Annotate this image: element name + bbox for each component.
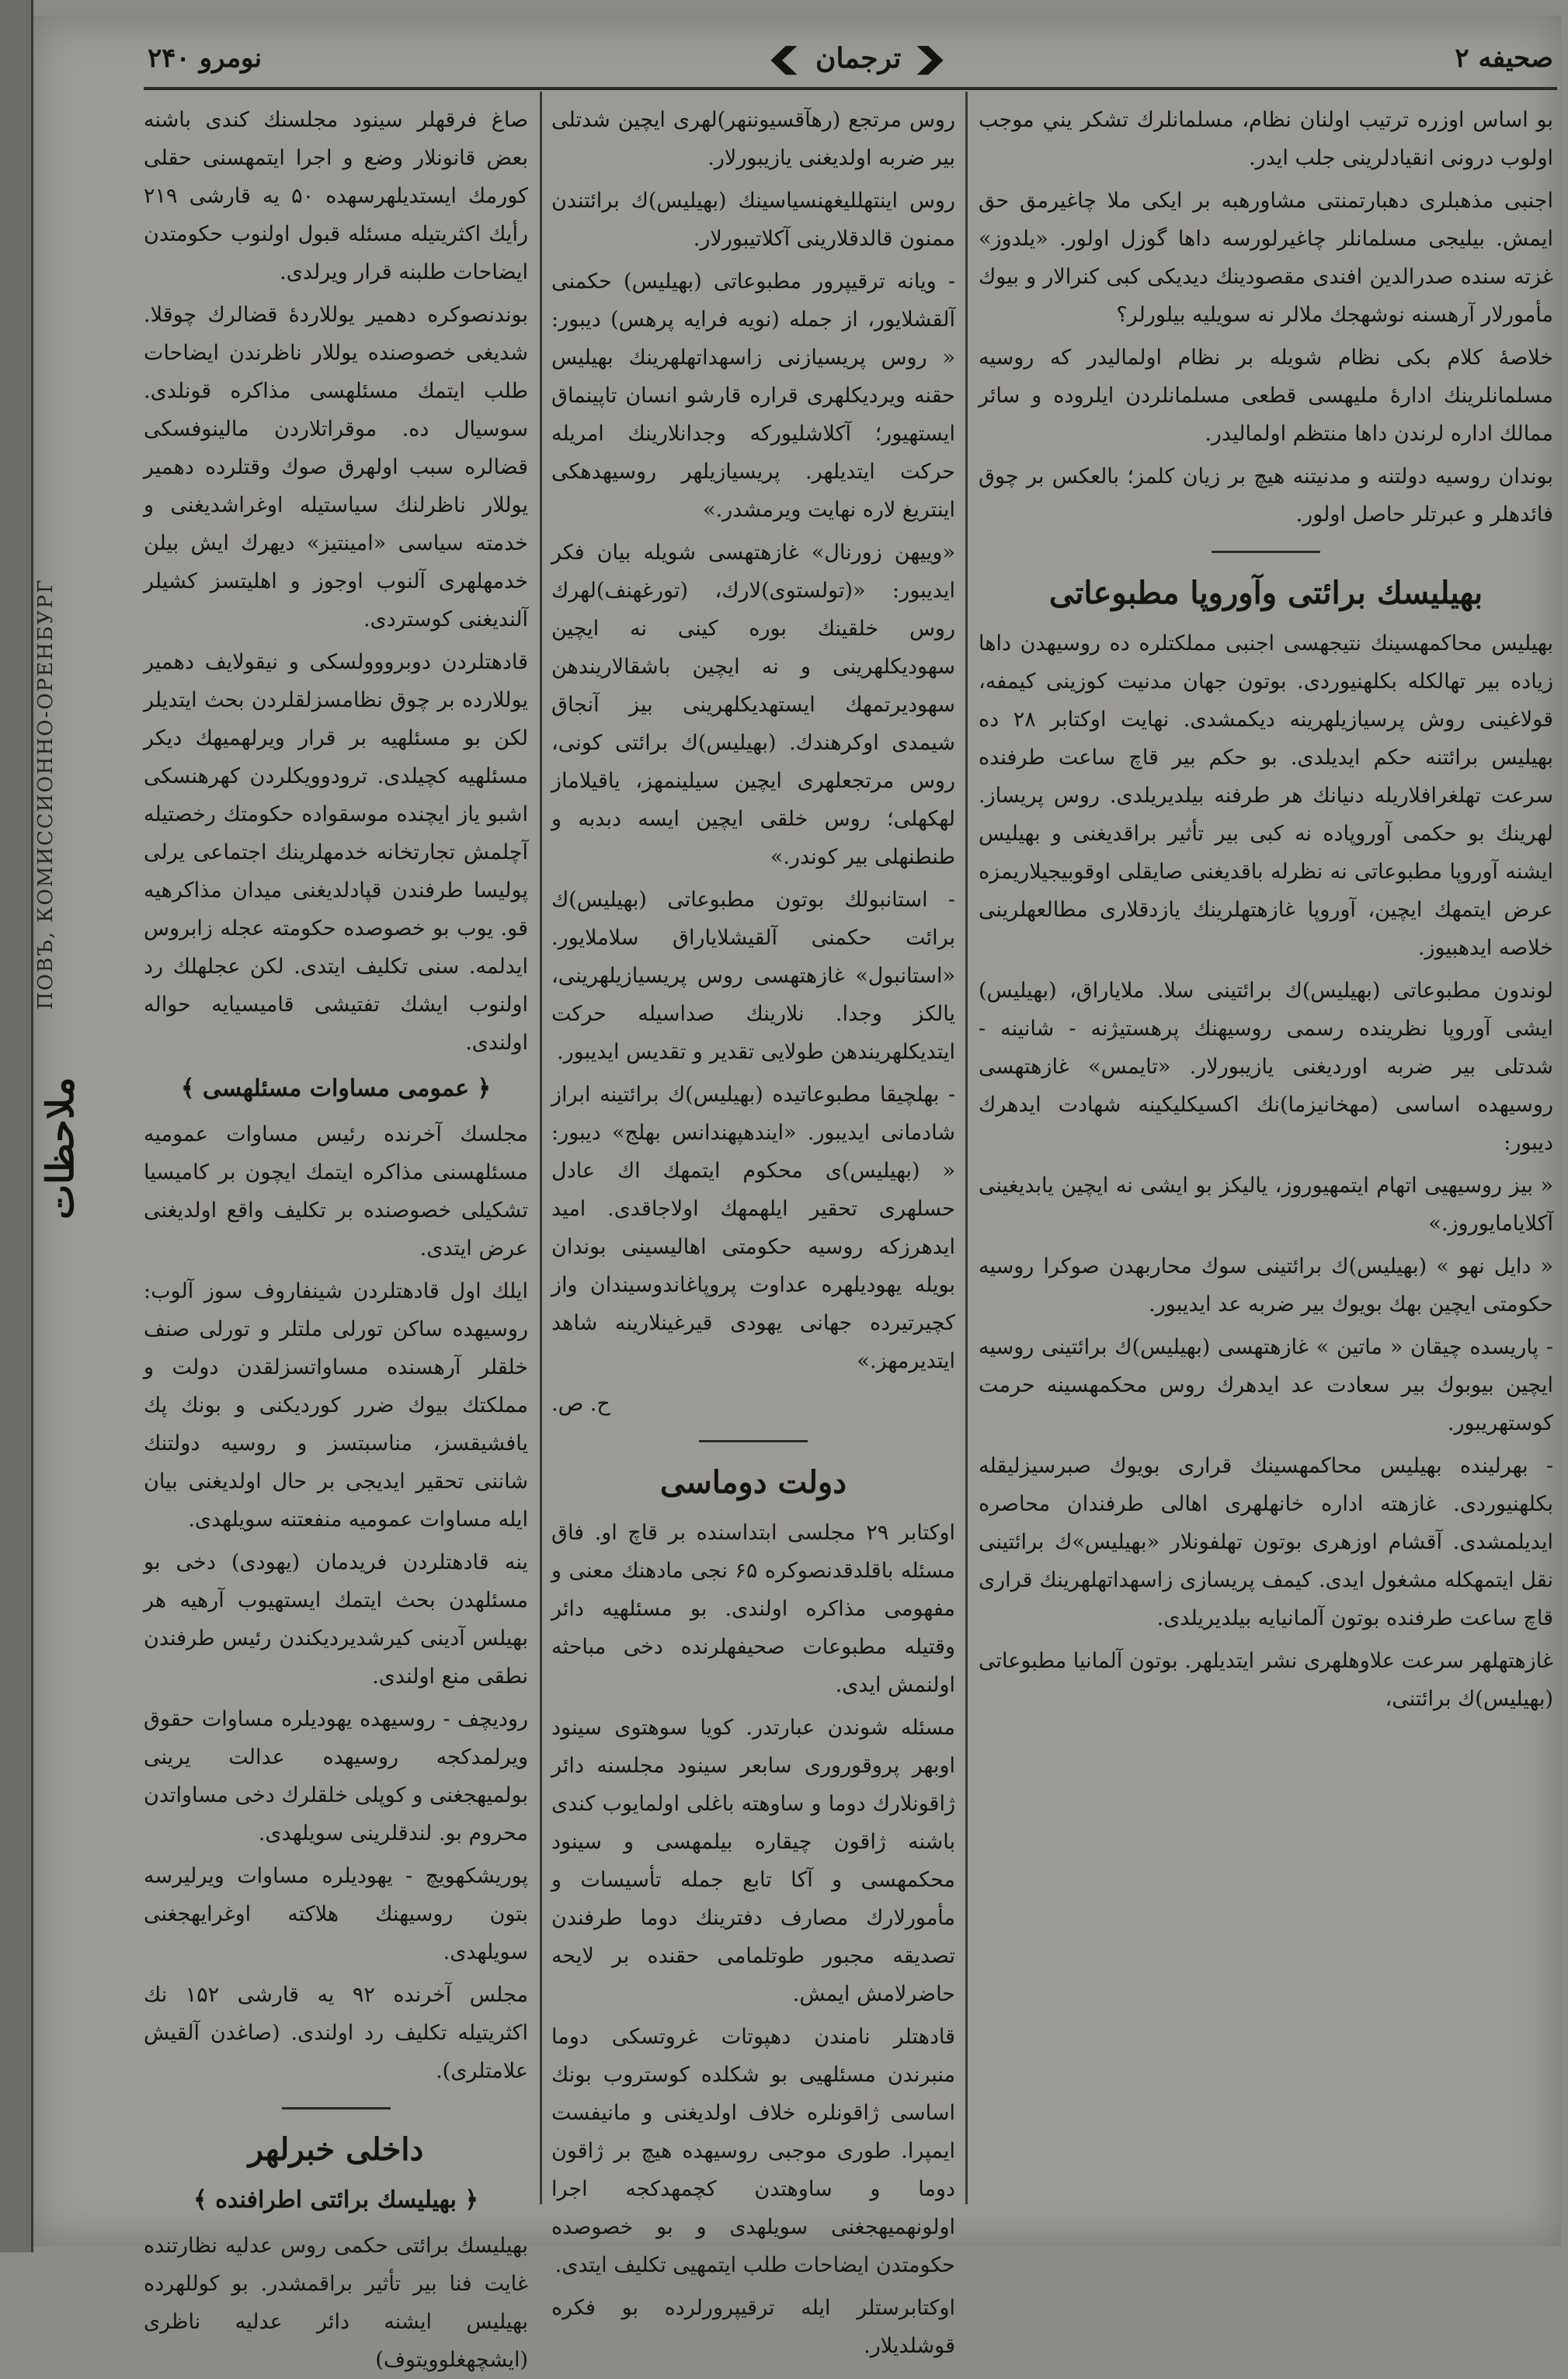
paragraph: « بیز روسیهیی اتهام ایتمهیوروز، یالیکز بو ایشی نه ایچین یابدیغینی آکلایامایوروز.» xyxy=(979,1174,1553,1236)
paragraph: - استانبولك بوتون مطبوعاتی (بهیلیس)ك برائت حکمنی آلقیشلایاراق سلاملایور. «استانبول» غازهتهسی روس پریسیازیلهرینی، یالکز وجدا. نلارینك صداسیله حرکت ایتدیکلهریندهن طولایی تقدیر و تقدیس ایدیبور. xyxy=(551,888,955,1064)
column-separator-left xyxy=(540,92,542,2204)
paragraph: بهیلیسك برائتی حکمی روس عدلیه نظارتنده غایت فنا بیر تأثیر براقمشدر. بو کوللهرده بهیلیس ایشنه دائر عدلیه ناظری (ایشچهغلوویتوف) xyxy=(144,2234,528,2372)
paragraph: لوندون مطبوعاتی (بهیلیس)ك برائتینی سلا. ملایاراق، (بهیلیس) ایشی آوروپا نظرینده رسمی روسیهنك پرهستیژنه - شانینه - شدتلی بیر ضربه اوردیغنی یازیبورلار. «تایمس» غازهتهسی روسیهده اساسی (مهخانیزما)نك اکسیکلیکینه شهادت ایدهرك دیبور: xyxy=(979,979,1553,1155)
issue-label: نومرو ۲۴۰ xyxy=(148,43,262,74)
signature: ح. ص. xyxy=(551,1392,610,1416)
book-binding xyxy=(0,0,33,2252)
paragraph: - پاریسده چیقان « ماتین » غازهتهسی (بهیلیس)ك برائتینی روسیه ایچین بیوبوك بیر سعادت عد ایدهرك روس محکمهسینه حرمت کوستهریبور. xyxy=(979,1335,1554,1435)
paragraph: بوندان روسیه دولتنه و مدنیتنه هیچ بر زیان کلمز؛ بالعکس بر چوق فائدهلر و عبرتلر حاصل اولور. xyxy=(979,464,1553,527)
paragraph: ینه قادهتلردن فریدمان (یهودی) دخی بو مسئلهدن بحث ایتمك ایستهیوب آرهیه هر بهیلس آدینی کیرشدیردیکندن رئیس طرفندن نطقی منع اولندی. xyxy=(144,1550,528,1689)
paragraph: بوندنصوکره دهمیر یوللاردهٔ قضالرك چوقلا. شدیغی خصوصنده یوللار ناظرندن ایضاحات طلب ایتمك مسئلهسی مذاکره قونلدی. سوسیال ده. موقراتلاردن مالینوفسکی قضالره سبب اولهرق صوك وقتلرده دهمیر یوللار ناظرلنك سیاستیله اوغراشدیغنی و خدمته سیاسی «امینتیز» دیهرك ایش بیلن خدمهلهری آلنوب اوجوز و اهلیتسز کشیلر آلندیغنی کوستردی. xyxy=(144,303,528,631)
subsection-title-text: عمومی مساوات مسئلهسی xyxy=(202,1075,470,1102)
subsection-title xyxy=(144,1070,528,1108)
section-divider xyxy=(1212,551,1320,553)
right-column xyxy=(979,101,1553,2198)
paragraph: پوریشکهویچ - یهودیلره مساوات ویرلیرسه بتون روسیهنك هلاکته اوغرایهجغنی سویلهدی. xyxy=(144,1864,528,1964)
news-title: داخلی خبرلهر xyxy=(248,2131,424,2168)
paper-name-text: ترجمان xyxy=(815,42,902,75)
paragraph: - بهلچیقا مطبوعاتیده (بهیلیس)ك برائتینه ابراز شادمانی ایدیبور. «ایندهپهندانس بهلج» دیبور: « (بهیلیس)ی محکوم ایتمهك اك عادل حسلهری تحقیر ایلهمهك اولاجاقدی. امید ایدهرزکه روسیه حکومتی اهالیسینی بوندان بویله یهودیلهره عداوت پروپاغاندوسیندان واز کچیرتیرده جهانی یهودی قیرغینلارینه شاهد ایتدیرمهز.» xyxy=(551,1083,955,1373)
middle-column xyxy=(551,101,956,2358)
page-label: صحیفه ۲ xyxy=(1455,43,1553,74)
left-column xyxy=(144,101,529,2372)
paragraph: قادهتلر نامندن دهپوتات غروتسکی دوما منبرندن مسئلهیی بو شکلده کوستروب بونك اساسی ژاقونلره خلاف اولدیغنی و مانیفست ایمپرا. طوری موجبی روسیهده هیچ بر ژاقون دوما و ساوهتدن کچمهدکجه اجرا اولونهمیهجغنی سویلهدی و بو خصوصده حکومتدن ایضاحات طلب ایتمهیی تکلیف ایتدی. xyxy=(551,2025,955,2277)
section-title: دولت دوماسی xyxy=(659,1464,847,1501)
header-rule xyxy=(144,87,1557,90)
paragraph: « دایل نهو » (بهیلیس)ك برائتینی سوك محاربهدن صوکرا روسیه حکومتی ایچین بهك بویوك بیر ضربه عد ایدیبور. xyxy=(979,1254,1553,1316)
paragraph: صاغ فرقهلر سینود مجلسنك کندی باشنه بعض قانونلار وضع و اجرا ایتمهسنی حقلی کورمك ایستدیلهرسهده ۵۰ یه قارشی ۲۱۹ رأیك اکثریتیله مسئله قبول اولنوب حکومتدن ایضاحات طلبنه قرار ویرلدی. xyxy=(144,108,528,284)
paragraph: مجلس آخرنده ۹۲ یه قارشی ۱۵۲ نك اکثریتیله تکلیف رد اولندی. (صاغدن آلقیش علامتلری). xyxy=(144,1983,529,2083)
column-separator-right xyxy=(965,92,968,2204)
section-divider xyxy=(699,1440,808,1442)
paragraph: رودیچف - روسیهده یهودیلره مساوات حقوق ویرلمدکجه روسیهده عدالت یرینی بولمیهجغنی و کوپلی خلقلرك دخی مساواتدن محروم بو. لندقلرینی سویلهدی. xyxy=(144,1707,528,1845)
paragraph: خلاصهٔ کلام بکی نظام شویله بر نظام اولمالیدر که روسیه مسلمانلرینك ادارهٔ ملیهسی قطعی مسلمانلردن ایلروده و سائر ممالك اداره لرندن داها منتظم اولمالیدر. xyxy=(979,346,1553,446)
spine-stamp: ملاحظات xyxy=(39,1076,82,1219)
paragraph: مسئله شوندن عبارتدر. کویا سوهتوی سینود اوبهر پروقوروری سابعر سینود مجلسنه دائر ژاقونلارك دوما و ساوهته باغلی اولمایوب کندی باشنه ژاقون چیقاره بیلمهسی و سینود محکمهسی و آکا تابع جمله تأسیسات و مأمورلارك مصارف دفترینك دوما طرفندن تصدیقه مجبور طوتلمامی حقنده بر لایحه حاضرلامش ایمش. xyxy=(551,1716,955,2006)
section-title: بهیلیسك برائتی وآوروپا مطبوعاتی xyxy=(1048,575,1483,611)
section-divider xyxy=(282,2107,391,2109)
news-subtitle xyxy=(144,2181,528,2219)
news-subtitle-text: بهیلیسك برائتی اطرافنده xyxy=(215,2186,457,2214)
paragraph: بهیلیس محاکمهسینك نتیجهسی اجنبی مملکتلره ده روسیهدن داها زیاده بیر تهالکله بکلهنیوردی. بوتون جهان مدنیت کوزینی کیمفه، قولاغینی روش پرسیازیلهرینه دیکمشدی. نهایت اوکتابر ۲۸ ده بهیلیس برائتنه حکم ایدیلدی. بو حکم بیر قاچ ساعت طرفنده سرعت تهلغرافلاریله دنیانك هر طرفنه بیلدیریلدی. روس پریساز. لهرینك بو حکمی آوروپاده نه کبی بیر تأثیر براقدیغنی و بهیلیس ایشنه آوروپا مطبوعاتی نه نظرله باقدیغنی صایقلی اوقوبیجیلاریمزه عرض ایتمهك ایچین، آوروپا غازهتهلرینك یازدقلاری مطالعهلرینی خلاصه ایدهبیوز. xyxy=(979,631,1553,960)
spine-text: ПОВЪ, КОМИССИОННО-ОРЕНБУРГ xyxy=(34,578,57,1010)
paragraph: غازهتهلهر سرعت علاوهلهری نشر ایتدیلهر. بوتون آلمانیا مطبوعاتی (بهیلیس)ك برائتنی، xyxy=(979,1649,1553,1711)
right-ornament-icon: ❯ xyxy=(765,42,806,75)
paragraph: اوکتابر ۲۹ مجلسی ابتداسنده بر قاچ او. فاق مسئله باقلدقدنصوکره ۶۵ نجی مادهنك معنی و مفهومی مذاکره اولندی. بو مسئلهیه دائر وقتیله مطبوعات صحیفهلرنده دخی مباحثه اولنمش ایدی. xyxy=(551,1521,956,1697)
paragraph: اجنبی مذهبلری دهبارتمنتی مشاورهبه بر ایکی ملا چاغیرمق حق ایمش. بیلیجی مسلمانلر چاغیرلورسه داها گوزل اولور. «یلدوز» غزته سنده صدرالدین افندی مقصودینك دیدیکی کبی کنرالار و بیوك مأمورلار آرهسنه نوشهجك ملالر نه سویلیه بیلورلر؟ xyxy=(979,189,1553,327)
left-bracket-icon: ﴿ xyxy=(464,2186,478,2214)
paper-name xyxy=(765,42,951,75)
page-header xyxy=(148,31,1553,85)
paragraph: «وییهن زورنال» غازهتهسی شویله بیان فکر ایدیبور: «(تولستوی)لارك، (تورغهنف)لهرك روس خلقینك بوره کینی نه ایچین سهودیکلهرینی و نه ایچین باشقالاریندهن سهودیرتمهك ایستهدیکلهرینی بیز آنجاق شیمدی اوکرهندك. (بهیلیس)ك برائتی کونی، روس مرتجعلهری ایچین سیلینمهز، یاقیلاماز لهکهلی؛ روس خلقی ایچین ایسه دبدبه و طنطنهلی بیر کوندر.» xyxy=(551,541,955,869)
paragraph: اوکتابرستلر ایله ترقیپرورلرده بو فکره قوشلدیلار. xyxy=(551,2296,955,2358)
paragraph: - ویانه ترقیپرور مطبوعاتی (بهیلیس) حکمنی آلقشلایور، از جمله (نویه فرایه پرهس) دیبور: « روس پریسیازنی زاسهداتهلهرینك بهیلیس حقنه ویردیکلهری قراره قارشو انسان تاپینماق ایستهیور؛ آکلاشلیورکه وجدانلارینك امریله حرکت ایتدیلهر. پریسیازیلهر روسیهدهکی اینتریغ لاره نهایت ویرمشدر.» xyxy=(551,270,955,522)
left-ornament-icon: ❮ xyxy=(911,42,951,75)
paragraph: - بهرلینده بهیلیس محاکمهسینك قراری بویوك صبرسیزلیقله بکلهنیوردی. غازهته اداره خانهلهری اهالی طرفندان محاصره ایدیلمشدی. آقشام اوزهری بوتون تهلفونلار «بهیلیس»ك برائتینی نقل ایتمهکله مشغول ایدی. کیمف پریسازی زاسهداتهلهرینك قراری قاچ ساعت طرفنده بوتون آلمانیایه بیلدیریلدی. xyxy=(979,1454,1553,1630)
right-bracket-icon: ﴾ xyxy=(193,2186,207,2214)
paragraph: ایلك اول قادهتلردن شینفاروف سوز آلوب: روسیهده ساکن تورلی ملتلر و تورلی صنف خلقلر آرهسنده مساواتسزلقدن دولت و مملکتك بیوك ضرر کوردیکنی و بونك پك یافشیقسز، مناسبتسز و روسیه دولتنك شاننی تحقیر ایدیجی بر حال اولدیغنی بیان ایله مساوات عمومیه منفعتنه سویلهدی. xyxy=(144,1279,528,1532)
paragraph: روس مرتجع (رهآقسیوننهر)لهری ایچین شدتلی بیر ضربه اولدیغنی یازیبورلار. xyxy=(551,108,955,170)
paragraph: بو اساس اوزره ترتیب اولنان نظام، مسلمانلرك تشکر یني موجب اولوب درونی انقیادلرینی جلب ایدر. xyxy=(979,108,1553,170)
right-bracket-icon: ﴾ xyxy=(180,1075,195,1102)
paragraph: مجلسك آخرنده رئیس مساوات عمومیه مسئلهسنی مذاکره ایتمك ایچون بر کامیسیا تشکیلی خصوصنده بر تکلیف واقع اولدیغنی عرض ایتدی. xyxy=(144,1122,528,1261)
paragraph: روس اینتهللیغهنسیاسینك (بهیلیس)ك برائتندن ممنون قالدقلارینی آکلاتیبورلار. xyxy=(551,189,955,251)
left-bracket-icon: ﴿ xyxy=(477,1075,492,1102)
paragraph: قادهتلردن دوبرووولسکی و نیقولایف دهمیر یوللارده بر چوق نظامسزلقلردن بحث ایتدیلر لکن بو مسئلهیه بر قرار ویرلهمیهك دیکر مسئلهیه کچیلدی. ترودوویکلردن کهرهنسکی اشبو یاز ایچنده موسقواده حکومتك رخصتیله آچلمش تجارتخانه خدمهلرینك اجتماعی یرلی پولیسا طرفندن قپادلدیغنی میدان مذاکرهیه قو. یوب بو خصوصده حکومته عجله زابروس ایدلمه. سنی تکلیف ایتدی. لکن عجلهلك رد اولنوب ایشك تفتیشی قامیسیایه حواله اولندی. xyxy=(144,650,528,1055)
